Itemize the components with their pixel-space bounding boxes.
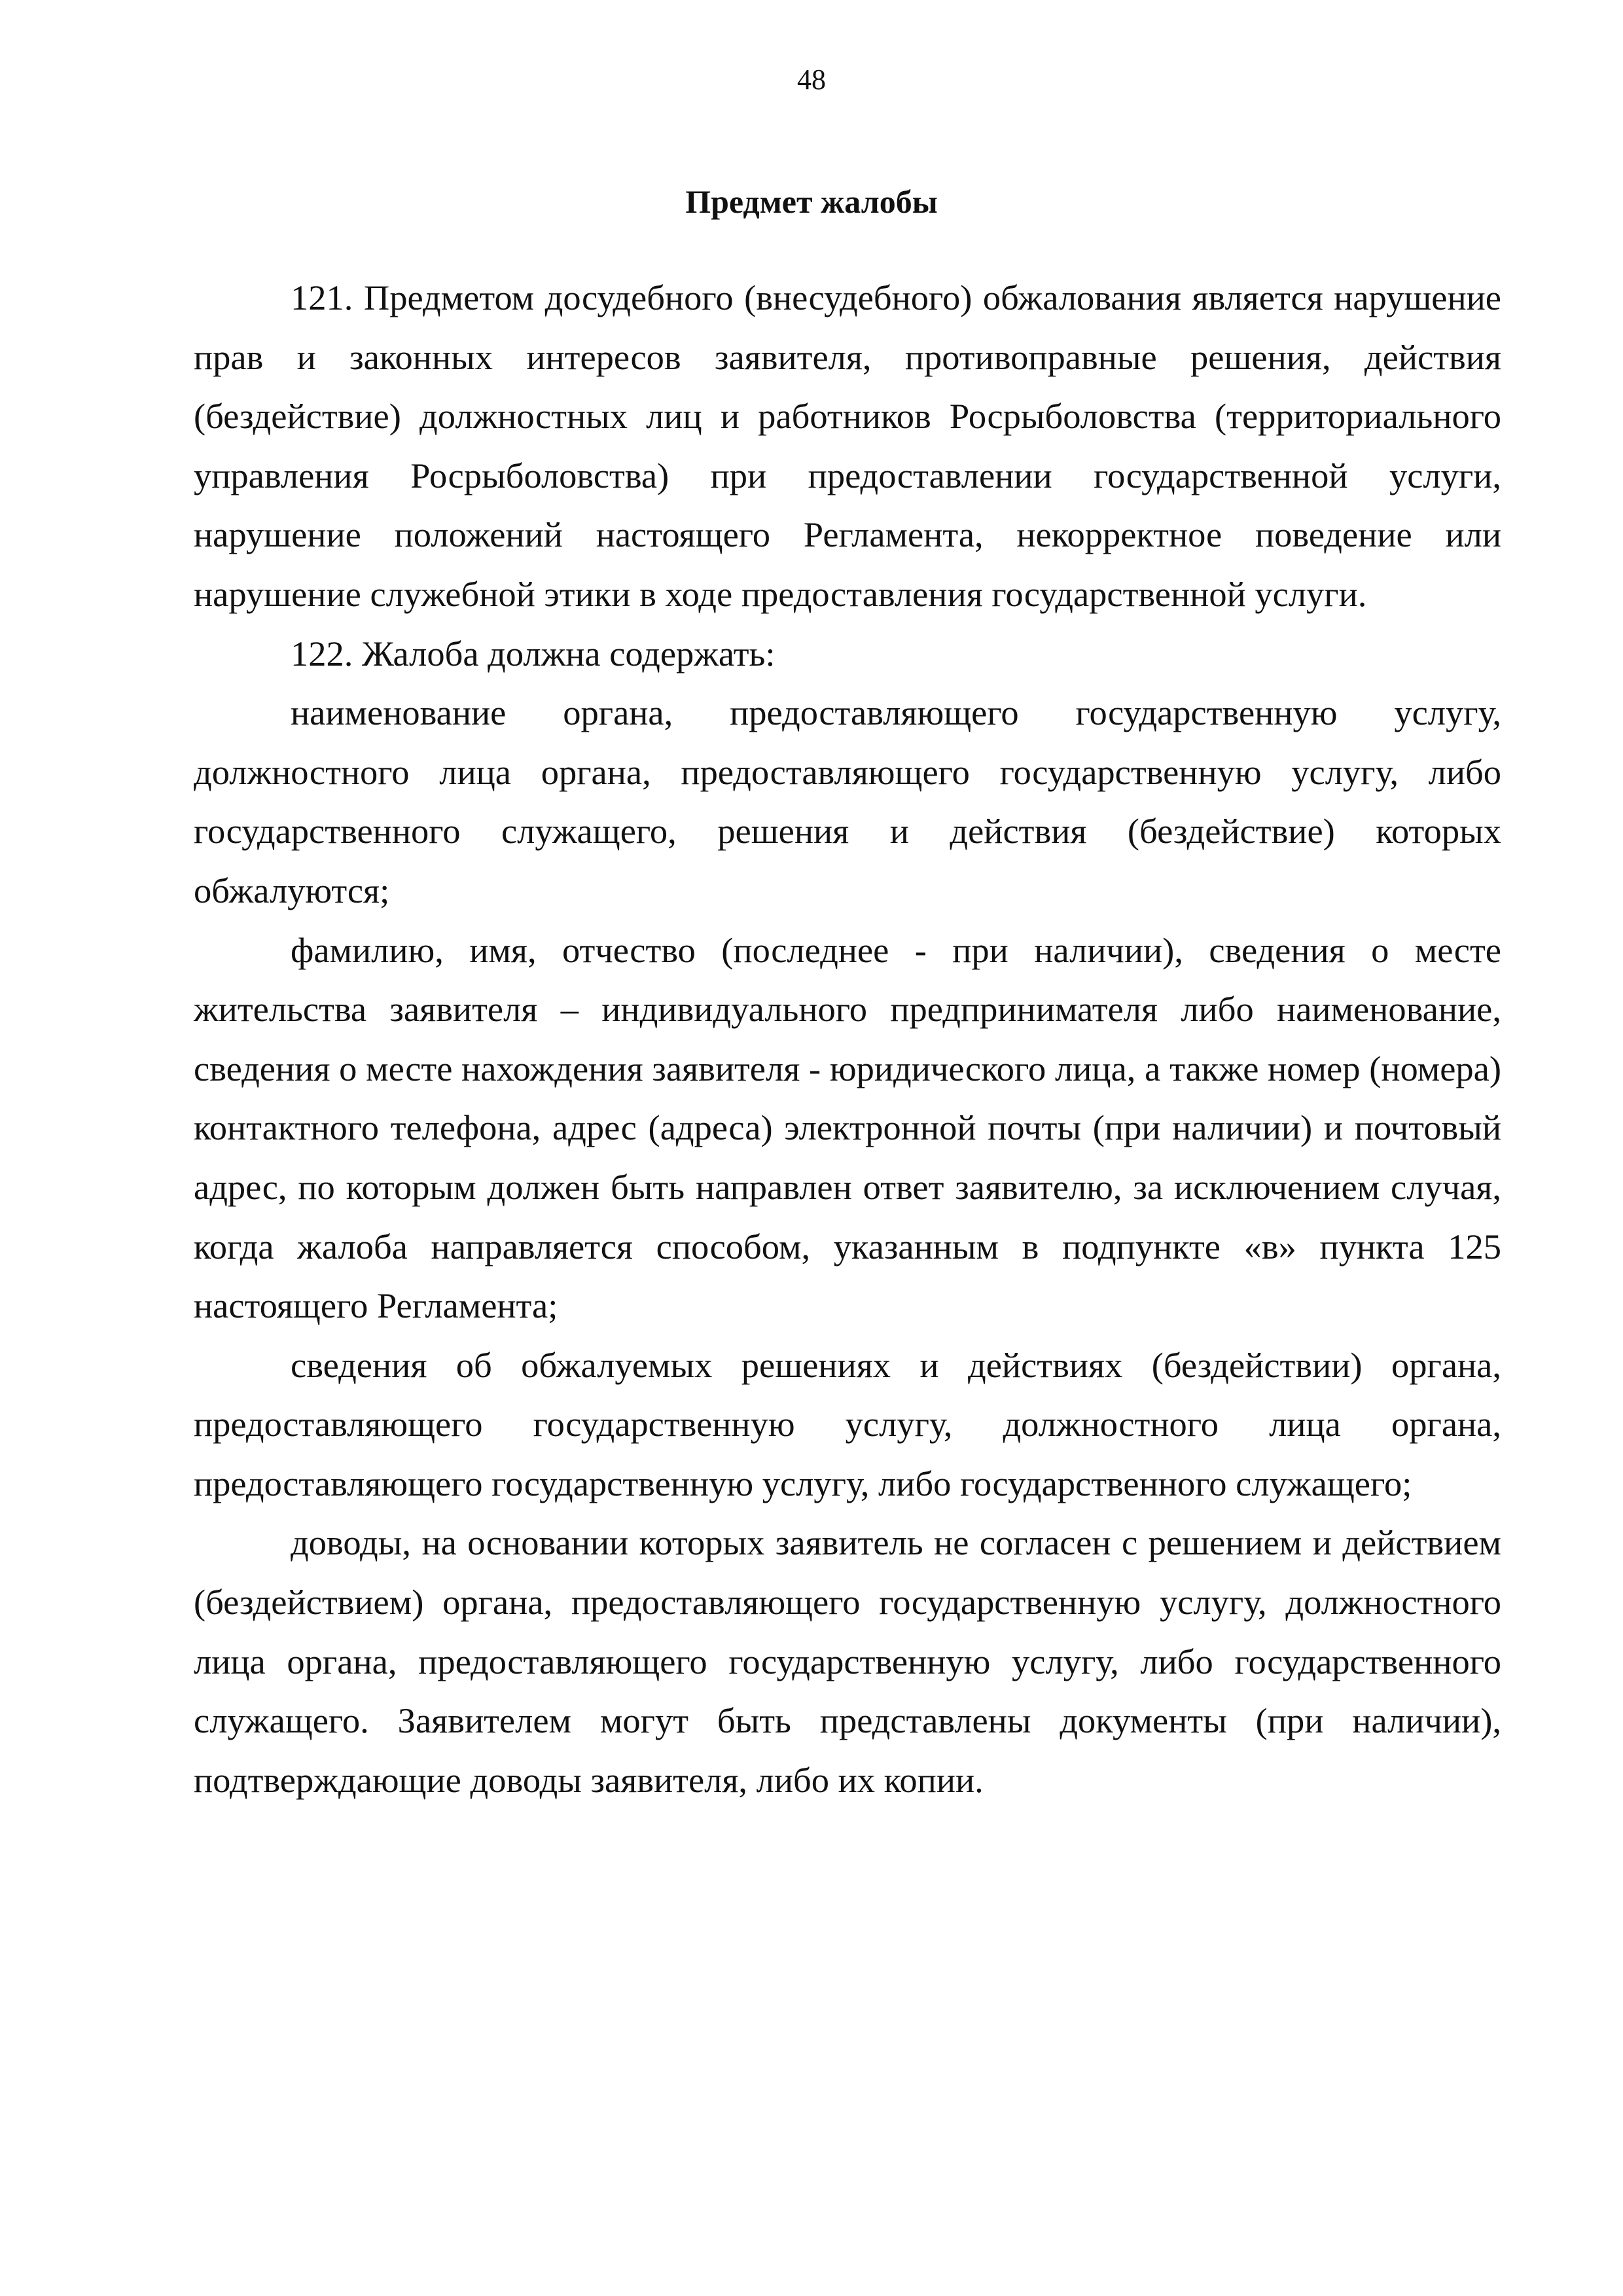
paragraph-appealed-decisions: сведения об обжалуемых решениях и действиях (бездействии) органа, предоставляющего государственную услугу, должностного лица органа, предоставляющего государственную услугу, либо государственного служащего; bbox=[194, 1344, 1501, 1503]
paragraph-organ-name: наименование органа, предоставляющего государственную услугу, должностного лица органа, предоставляющего государственную услугу, либо государственного служащего, решения и действия (бездействие) которых обжалуются; bbox=[194, 692, 1501, 910]
paragraph-121: 121. Предметом досудебного (внесудебного) обжалования является нарушение прав и законных интересов заявителя, противоправные решения, действия (бездействие) должностных лиц и работников Росрыболовства (территориального управления Росрыболовства) при предоставлении государственной услуги, нарушение положений настоящего Регламента, некорректное поведение или нарушение служебной этики в ходе предоставления государственной услуги. bbox=[194, 278, 1501, 614]
document-body bbox=[194, 268, 1501, 1810]
paragraph-arguments: доводы, на основании которых заявитель не согласен с решением и действием (бездействием) органа, предоставляющего государственную услугу, должностного лица органа, предоставляющего государственную услугу, либо государственного служащего. Заявителем могут быть представлены документы (при наличии), подтверждающие доводы заявителя, либо их копии. bbox=[194, 1522, 1501, 1800]
paragraph-122: 122. Жалоба должна содержать: bbox=[291, 633, 776, 673]
page-number: 48 bbox=[797, 63, 826, 96]
section-title: Предмет жалобы bbox=[685, 183, 938, 220]
paragraph-applicant-details: фамилию, имя, отчество (последнее - при наличии), сведения о месте жительства заявителя – индивидуального предпринимателя либо наименование, сведения о месте нахождения заявителя - юридического лица, а также номер (номера) контактного телефона, адрес (адреса) электронной почты (при наличии) и почтовый адрес, по которым должен быть направлен ответ заявителю, за исключением случая, когда жалоба направляется способом, указанным в подпункте «в» пункта 125 настоящего Регламента; bbox=[194, 929, 1501, 1326]
